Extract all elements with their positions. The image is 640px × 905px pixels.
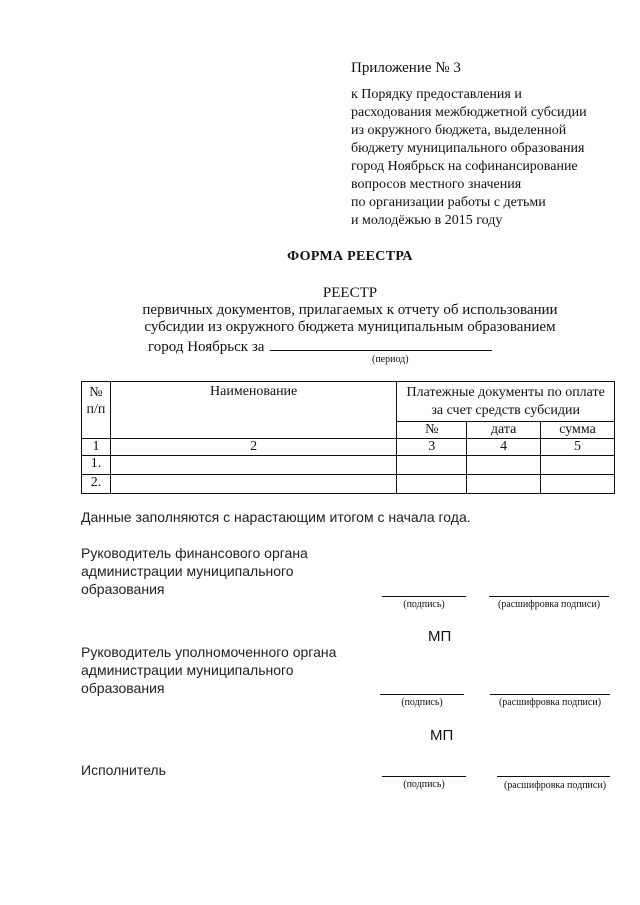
signature-line[interactable] [380, 694, 464, 695]
executor-label: Исполнитель [81, 762, 166, 778]
appendix-line: город Ноябрьск на софинансирование [351, 159, 578, 174]
subheader-date: дата [467, 422, 541, 439]
period-caption: (период) [372, 354, 409, 365]
period-row [148, 336, 492, 356]
finance-head-label: Руководитель финансового органа администрации муниципального образования [81, 545, 308, 597]
row-cell[interactable] [110, 456, 396, 475]
appendix-line: по организации работы с детьми [351, 195, 546, 210]
decode-caption: (расшифровка подписи) [498, 697, 602, 708]
appendix-title: Приложение № 3 [351, 60, 461, 76]
seal-mark: МП [428, 628, 452, 645]
appendix-line: к Порядку предоставления и [351, 87, 522, 102]
col-number-5: 5 [541, 439, 615, 456]
subheader-num: № [397, 422, 467, 439]
seal-mark: МП [430, 727, 454, 744]
decode-caption: (расшифровка подписи) [503, 780, 607, 791]
header-name: Наименование [110, 382, 396, 439]
signature-caption: (подпись) [403, 779, 445, 790]
signature-caption: (подпись) [403, 599, 445, 610]
signature-line[interactable] [382, 776, 466, 777]
row-cell[interactable] [397, 456, 467, 475]
table-row [82, 475, 615, 494]
signature-decode-line[interactable] [497, 776, 610, 777]
cumulative-note: Данные заполняются с нарастающим итогом с начала года. [81, 509, 471, 525]
row-number: 2. [82, 475, 111, 494]
appendix-line: расходования межбюджетной субсидии [351, 105, 587, 120]
register-line-2: субсидии из окружного бюджета муниципальным образованием [144, 319, 556, 335]
appendix-text [351, 86, 587, 230]
signature-caption: (подпись) [401, 697, 443, 708]
register-table [81, 381, 615, 494]
period-prefix: город Ноябрьск за [148, 339, 265, 355]
authorized-head-label: Руководитель уполномоченного органа администрации муниципального образования [81, 644, 337, 696]
row-cell[interactable] [467, 475, 541, 494]
col-number-4: 4 [467, 439, 541, 456]
header-payments: Платежные документы по оплате за счет средств субсидии [397, 382, 615, 422]
decode-caption: (расшифровка подписи) [497, 599, 601, 610]
row-number: 1. [82, 456, 111, 475]
row-cell[interactable] [541, 475, 615, 494]
register-line-1: первичных документов, прилагаемых к отчету об использовании [142, 302, 558, 318]
form-title: ФОРМА РЕЕСТРА [287, 249, 413, 264]
table-row [82, 456, 615, 475]
register-title: РЕЕСТР [322, 285, 378, 301]
period-field[interactable] [270, 336, 492, 351]
signature-line[interactable] [382, 596, 466, 597]
row-cell[interactable] [467, 456, 541, 475]
appendix-line: бюджету муниципального образования [351, 141, 585, 156]
row-cell[interactable] [541, 456, 615, 475]
row-cell[interactable] [110, 475, 396, 494]
subheader-sum: сумма [541, 422, 615, 439]
header-num: № п/п [82, 382, 111, 439]
col-number-1: 1 [82, 439, 111, 456]
col-number-3: 3 [397, 439, 467, 456]
signature-decode-line[interactable] [490, 694, 610, 695]
col-number-2: 2 [110, 439, 396, 456]
appendix-line: вопросов местного значения [351, 177, 522, 192]
row-cell[interactable] [397, 475, 467, 494]
signature-decode-line[interactable] [489, 596, 609, 597]
appendix-line: и молодёжью в 2015 году [351, 213, 503, 228]
appendix-line: из окружного бюджета, выделенной [351, 123, 567, 138]
